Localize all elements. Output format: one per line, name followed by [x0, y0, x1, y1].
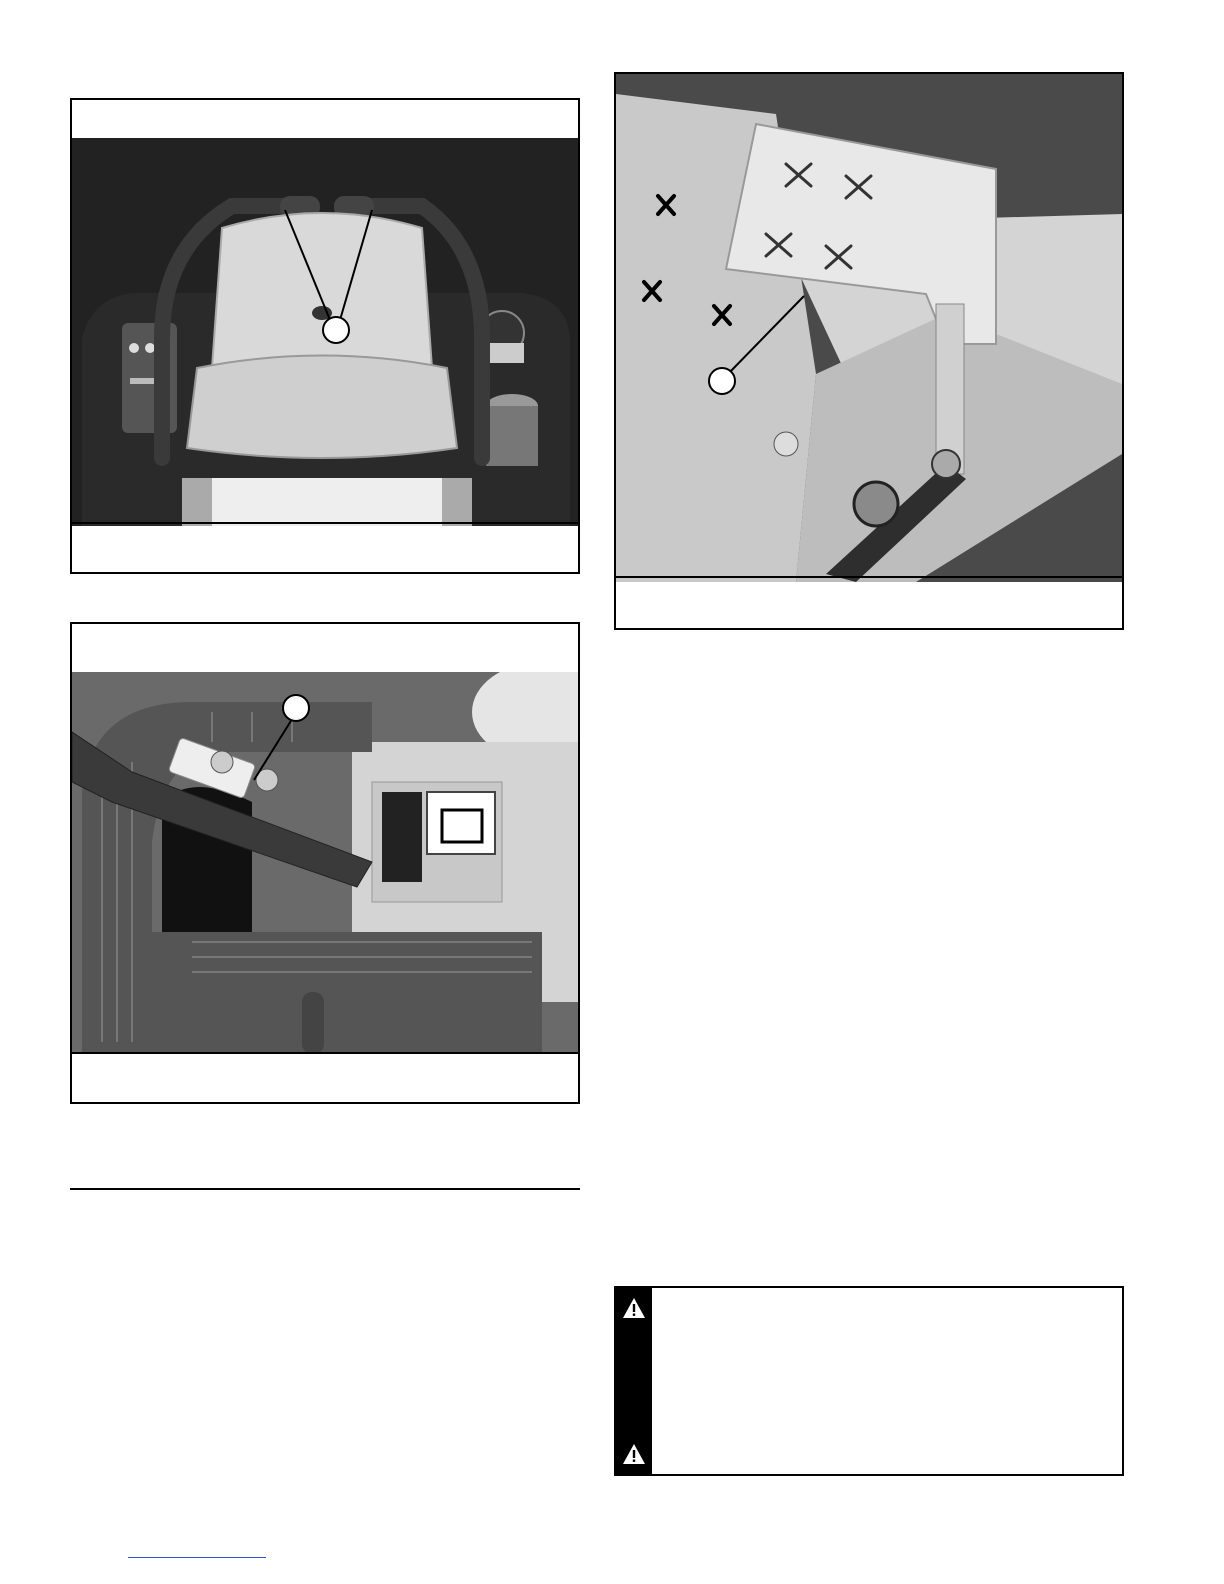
figure-lever-caption-top [72, 624, 578, 674]
warning-bar [616, 1288, 652, 1474]
warning-box [614, 1286, 1124, 1476]
figure-lever-caption-bottom [72, 1052, 578, 1102]
figure-seat-caption-bottom [72, 522, 578, 572]
footer-link-underline[interactable] [128, 1557, 266, 1558]
bracket-photo [616, 74, 1122, 582]
section-divider [70, 1188, 580, 1190]
figure-seat-caption-top [72, 100, 578, 140]
figure-bracket [614, 72, 1124, 630]
figure-bracket-caption-bottom [616, 576, 1122, 628]
lever-photo [72, 672, 578, 1054]
figure-seat [70, 98, 580, 574]
seat-photo [72, 138, 578, 526]
warning-triangle-icon [622, 1442, 646, 1466]
figure-lever [70, 622, 580, 1104]
warning-triangle-icon [622, 1296, 646, 1320]
